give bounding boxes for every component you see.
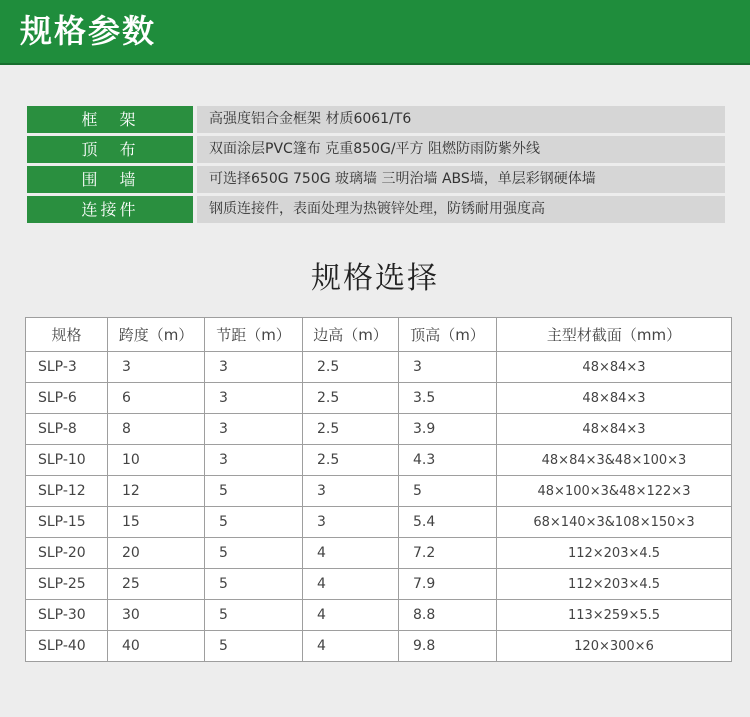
table-cell: 5 xyxy=(205,631,303,662)
table-cell: 2.5 xyxy=(303,352,399,383)
page-title: 规格参数 xyxy=(20,12,157,50)
table-cell: SLP-30 xyxy=(26,600,108,631)
table-row xyxy=(26,600,732,631)
table-cell: 3 xyxy=(205,445,303,476)
table-cell: 3.5 xyxy=(399,383,497,414)
column-header: 节距（m） xyxy=(205,318,303,352)
table-cell: 4 xyxy=(303,600,399,631)
column-header: 边高（m） xyxy=(303,318,399,352)
table-cell: 7.2 xyxy=(399,538,497,569)
column-header: 跨度（m） xyxy=(108,318,205,352)
table-cell: 48×84×3 xyxy=(497,352,732,383)
table-row xyxy=(26,538,732,569)
table-cell: SLP-20 xyxy=(26,538,108,569)
table-cell: SLP-12 xyxy=(26,476,108,507)
table-cell: 48×100×3&48×122×3 xyxy=(497,476,732,507)
table-cell: 3 xyxy=(303,507,399,538)
section-title: 规格选择 xyxy=(311,261,439,296)
table-cell: 4 xyxy=(303,569,399,600)
spec-row-frame xyxy=(27,106,725,133)
table-cell: 5 xyxy=(399,476,497,507)
spec-key: 顶 布 xyxy=(27,136,193,163)
table-cell: 4 xyxy=(303,538,399,569)
table-row xyxy=(26,414,732,445)
column-header: 顶高（m） xyxy=(399,318,497,352)
column-header: 规格 xyxy=(26,318,108,352)
table-cell: 48×84×3&48×100×3 xyxy=(497,445,732,476)
spec-key: 框 架 xyxy=(27,106,193,133)
table-cell: 113×259×5.5 xyxy=(497,600,732,631)
table-cell: 48×84×3 xyxy=(497,383,732,414)
table-cell: 5.4 xyxy=(399,507,497,538)
table-row xyxy=(26,352,732,383)
column-header: 主型材截面（mm） xyxy=(497,318,732,352)
table-cell: 8 xyxy=(108,414,205,445)
table-cell: SLP-10 xyxy=(26,445,108,476)
table-cell: 68×140×3&108×150×3 xyxy=(497,507,732,538)
page-header xyxy=(0,0,750,65)
table-cell: 48×84×3 xyxy=(497,414,732,445)
table-cell: 3 xyxy=(399,352,497,383)
table-cell: 25 xyxy=(108,569,205,600)
table-cell: 3 xyxy=(303,476,399,507)
spec-value: 高强度铝合金框架 材质6061/T6 xyxy=(197,106,725,133)
table-cell: 15 xyxy=(108,507,205,538)
spec-key: 连接件 xyxy=(27,196,193,223)
table-cell: 40 xyxy=(108,631,205,662)
table-cell: 30 xyxy=(108,600,205,631)
table-row xyxy=(26,476,732,507)
spec-parameter-list xyxy=(27,106,725,226)
table-cell: 4.3 xyxy=(399,445,497,476)
table-row xyxy=(26,569,732,600)
table-cell: 3 xyxy=(205,352,303,383)
table-cell: SLP-6 xyxy=(26,383,108,414)
table-cell: 5 xyxy=(205,476,303,507)
table-row xyxy=(26,631,732,662)
spec-key: 围 墙 xyxy=(27,166,193,193)
table-cell: 112×203×4.5 xyxy=(497,569,732,600)
table-cell: SLP-25 xyxy=(26,569,108,600)
table-row xyxy=(26,445,732,476)
table-cell: 2.5 xyxy=(303,383,399,414)
table-cell: 3 xyxy=(108,352,205,383)
specification-table xyxy=(25,317,732,662)
table-cell: 20 xyxy=(108,538,205,569)
table-cell: SLP-15 xyxy=(26,507,108,538)
table-cell: 5 xyxy=(205,538,303,569)
table-cell: 5 xyxy=(205,600,303,631)
table-cell: 10 xyxy=(108,445,205,476)
table-cell: 112×203×4.5 xyxy=(497,538,732,569)
table-cell: 5 xyxy=(205,507,303,538)
table-header-row xyxy=(26,318,732,352)
table-cell: 3.9 xyxy=(399,414,497,445)
table-cell: SLP-3 xyxy=(26,352,108,383)
table-cell: 120×300×6 xyxy=(497,631,732,662)
table-cell: SLP-8 xyxy=(26,414,108,445)
table-cell: 3 xyxy=(205,414,303,445)
table-row xyxy=(26,383,732,414)
table-cell: 8.8 xyxy=(399,600,497,631)
table-cell: 4 xyxy=(303,631,399,662)
table-cell: SLP-40 xyxy=(26,631,108,662)
spec-row-roof-fabric xyxy=(27,136,725,163)
spec-value: 双面涂层PVC篷布 克重850G/平方 阻燃防雨防紫外线 xyxy=(197,136,725,163)
table-cell: 7.9 xyxy=(399,569,497,600)
table-cell: 2.5 xyxy=(303,445,399,476)
table-cell: 6 xyxy=(108,383,205,414)
spec-row-connectors xyxy=(27,196,725,223)
table-cell: 9.8 xyxy=(399,631,497,662)
table-row xyxy=(26,507,732,538)
spec-row-walls xyxy=(27,166,725,193)
table-cell: 5 xyxy=(205,569,303,600)
table-cell: 12 xyxy=(108,476,205,507)
table-cell: 3 xyxy=(205,383,303,414)
spec-value: 可选择650G 750G 玻璃墙 三明治墙 ABS墙，单层彩钢硬体墙 xyxy=(197,166,725,193)
table-cell: 2.5 xyxy=(303,414,399,445)
spec-value: 钢质连接件，表面处理为热镀锌处理，防锈耐用强度高 xyxy=(197,196,725,223)
